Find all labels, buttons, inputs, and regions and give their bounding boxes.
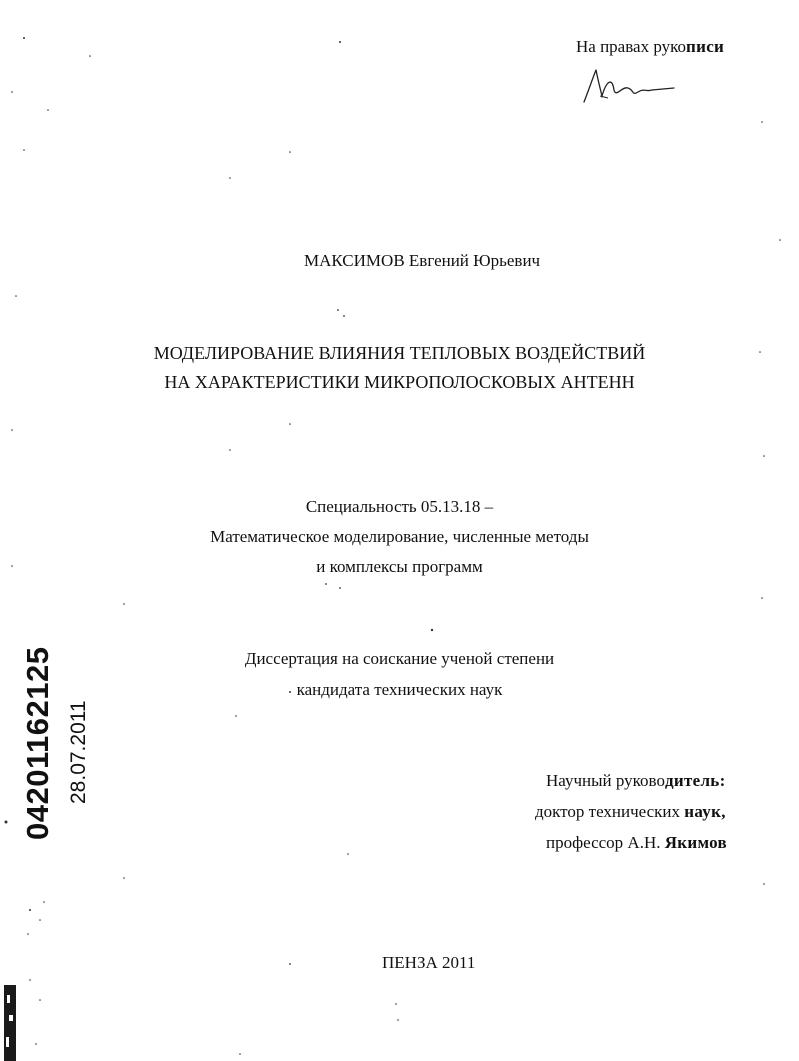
- advisor-label-regular: Научный руково: [546, 771, 665, 790]
- scan-edge-artifact: [0, 985, 20, 1061]
- manuscript-rights-bold: писи: [686, 37, 725, 56]
- author-name: МАКСИМОВ Евгений Юрьевич: [304, 251, 541, 270]
- degree-line-1: Диссертация на соискание ученой степени: [244, 649, 555, 668]
- registry-stamp-number: 04201162125: [20, 646, 55, 840]
- specialty-code: Специальность 05.13.18 –: [305, 497, 494, 516]
- advisor-label-bold: дитель:: [664, 771, 726, 790]
- author-signature: [578, 62, 678, 108]
- specialty-name-line-1: Математическое моделирование, численные методы: [210, 527, 589, 546]
- registry-stamp-date: 28.07.2011: [67, 700, 90, 804]
- city-year: ПЕНЗА 2011: [382, 953, 476, 972]
- degree-line-2: кандидата технических наук: [296, 680, 503, 699]
- manuscript-rights-note: [576, 38, 724, 55]
- manuscript-rights-regular: На правах руко: [576, 37, 686, 56]
- advisor-degree: [535, 803, 726, 820]
- advisor-label: [546, 772, 726, 789]
- advisor-degree-regular: доктор технических: [535, 802, 685, 821]
- advisor-name: [546, 834, 727, 851]
- advisor-name-bold: Якимов: [664, 833, 728, 852]
- specialty-name-line-2: и комплексы программ: [316, 557, 483, 576]
- dissertation-title-line-2: НА ХАРАКТЕРИСТИКИ МИКРОПОЛОСКОВЫХ АНТЕНН: [164, 372, 635, 392]
- dissertation-title-line-1: МОДЕЛИРОВАНИЕ ВЛИЯНИЯ ТЕПЛОВЫХ ВОЗДЕЙСТВИЙ: [153, 343, 646, 363]
- advisor-degree-bold: наук,: [684, 802, 726, 821]
- advisor-name-regular: профессор А.Н.: [546, 833, 665, 852]
